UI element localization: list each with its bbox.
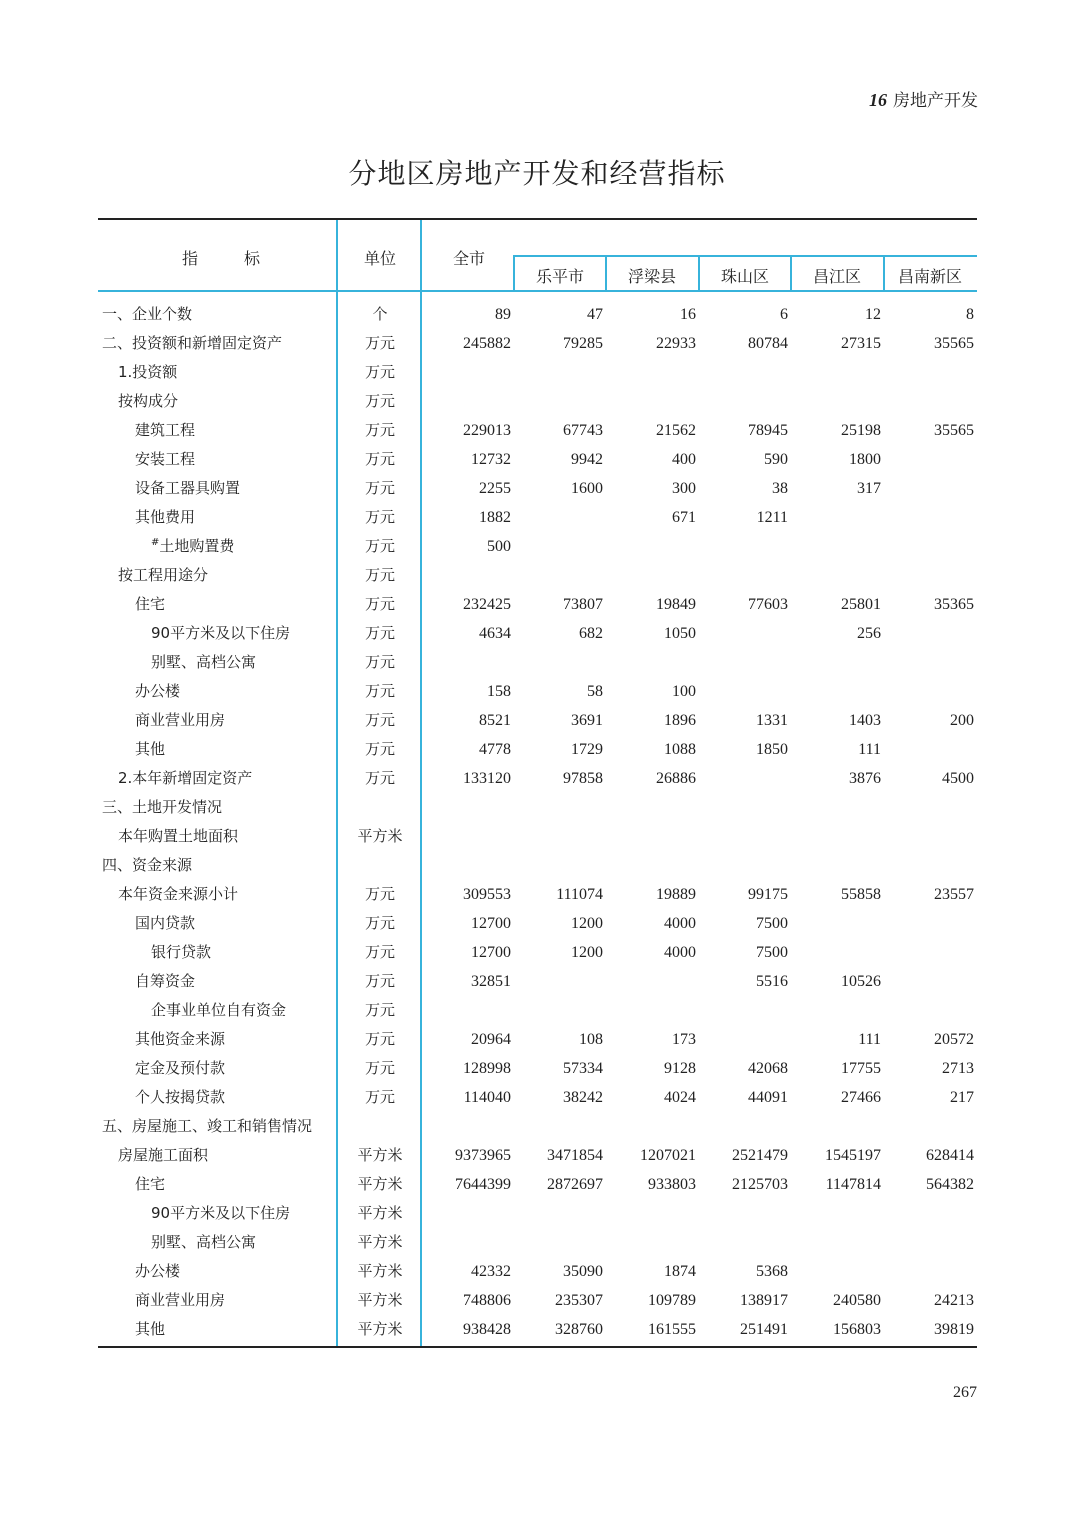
row-value: 7500: [756, 944, 788, 961]
table-row: [98, 1257, 977, 1286]
row-value: 21562: [656, 422, 696, 439]
row-label: [102, 1112, 312, 1141]
header-indicator: 指 标: [182, 249, 261, 268]
table-row: [98, 532, 977, 561]
row-label: [135, 1170, 165, 1199]
table-row: [98, 387, 977, 416]
row-value: 1896: [664, 712, 696, 729]
row-label: [135, 503, 195, 532]
row-label-text: 房屋施工面积: [118, 1146, 209, 1164]
row-value: 97858: [563, 770, 603, 787]
row-unit: 万元: [364, 1059, 395, 1077]
row-value: 5516: [756, 973, 788, 990]
row-value: 12700: [471, 944, 511, 961]
row-label: [118, 822, 238, 851]
table-row: [98, 474, 977, 503]
row-label-text: 别墅、高档公寓: [151, 1233, 257, 1251]
row-label-text: 1.投资额: [118, 363, 178, 381]
row-value: 682: [579, 625, 603, 642]
row-label-text: 住宅: [135, 595, 166, 613]
row-label-text: 商业营业用房: [135, 711, 226, 729]
row-value: 4778: [479, 741, 511, 758]
row-value: 79285: [563, 335, 603, 352]
row-value: 3471854: [547, 1147, 603, 1164]
row-unit: 平方米: [357, 1146, 403, 1164]
row-value: 7500: [756, 915, 788, 932]
row-value: 55858: [841, 886, 881, 903]
row-value: 35565: [934, 422, 974, 439]
table-row: [98, 1141, 977, 1170]
row-value: 12732: [471, 451, 511, 468]
row-label-text: 住宅: [135, 1175, 166, 1193]
table-row: [98, 967, 977, 996]
table-row: [98, 358, 977, 387]
row-value: 4634: [479, 625, 511, 642]
row-value: 1403: [849, 712, 881, 729]
table-row: [98, 706, 977, 735]
row-label: [151, 1199, 290, 1228]
row-value: 12700: [471, 915, 511, 932]
row-value: 35565: [934, 335, 974, 352]
row-value: 748806: [463, 1292, 511, 1309]
row-value: 2521479: [732, 1147, 788, 1164]
row-value: 109789: [648, 1292, 696, 1309]
row-label-text: 企事业单位自有资金: [151, 1001, 287, 1019]
row-value: 1882: [479, 509, 511, 526]
table-row: [98, 677, 977, 706]
row-unit: 万元: [364, 972, 395, 990]
row-value: 111074: [556, 886, 603, 903]
row-label: [135, 445, 195, 474]
row-label: [135, 590, 165, 619]
chapter-name: 房地产开发: [893, 91, 978, 111]
region-header-rule: [514, 255, 977, 257]
row-value: 114040: [463, 1089, 511, 1106]
row-value: 1874: [664, 1263, 696, 1280]
row-value: 35365: [934, 596, 974, 613]
row-value: 7644399: [455, 1176, 511, 1193]
row-value: 500: [487, 538, 511, 555]
row-label-text: 90平方米及以下住房: [151, 1204, 291, 1222]
row-label-text: 定金及预付款: [135, 1059, 226, 1077]
row-label-text: 三、土地开发情况: [102, 798, 223, 816]
row-value: 628414: [926, 1147, 974, 1164]
table-row: [98, 1199, 977, 1228]
row-label: [135, 706, 225, 735]
table-row: [98, 764, 977, 793]
row-label-text: 自筹资金: [135, 972, 196, 990]
row-value: 12: [865, 306, 881, 323]
table-row: [98, 1170, 977, 1199]
row-label: [135, 1054, 225, 1083]
row-unit: 平方米: [357, 1175, 403, 1193]
row-value: 317: [857, 480, 881, 497]
row-value: 173: [672, 1031, 696, 1048]
row-label: [135, 967, 195, 996]
row-value: 138917: [740, 1292, 788, 1309]
page-number: 267: [953, 1384, 977, 1401]
row-value: 245882: [463, 335, 511, 352]
row-unit: 万元: [364, 914, 395, 932]
row-value: 111: [858, 741, 881, 758]
header-region: 昌南新区: [897, 267, 962, 286]
table-bottom-rule: [98, 1346, 977, 1348]
row-value: 19889: [656, 886, 696, 903]
table-row: [98, 793, 977, 822]
table-row: [98, 1054, 977, 1083]
row-label: [135, 1025, 225, 1054]
row-value: 232425: [463, 596, 511, 613]
row-value: 25198: [841, 422, 881, 439]
row-value: 564382: [926, 1176, 974, 1193]
row-value: 4500: [942, 770, 974, 787]
row-unit: 万元: [364, 334, 395, 352]
row-value: 2872697: [547, 1176, 603, 1193]
row-label-text: 办公楼: [135, 682, 181, 700]
row-value: 20964: [471, 1031, 511, 1048]
row-label-text: 国内贷款: [135, 914, 196, 932]
row-unit: 万元: [364, 421, 395, 439]
row-value: 933803: [648, 1176, 696, 1193]
table-row: [98, 445, 977, 474]
row-value: 100: [672, 683, 696, 700]
header-region: 乐平市: [535, 267, 584, 286]
row-label-text: 别墅、高档公寓: [151, 653, 257, 671]
row-value: 89: [495, 306, 511, 323]
row-label: [118, 358, 177, 387]
row-value: 300: [672, 480, 696, 497]
table-row: [98, 938, 977, 967]
row-value: 1800: [849, 451, 881, 468]
row-value: 26886: [656, 770, 696, 787]
row-value: 1207021: [640, 1147, 696, 1164]
row-label-text: 其他费用: [135, 508, 196, 526]
row-value: 73807: [563, 596, 603, 613]
table-row: [98, 996, 977, 1025]
row-unit: 万元: [364, 1001, 395, 1019]
row-unit: 万元: [364, 1030, 395, 1048]
row-label: [135, 1315, 165, 1344]
row-label-text: 土地购置费: [159, 537, 235, 555]
row-label: [151, 619, 290, 648]
row-value: 1088: [664, 741, 696, 758]
row-value: 25801: [841, 596, 881, 613]
row-value: 229013: [463, 422, 511, 439]
row-value: 27315: [841, 335, 881, 352]
row-value: 9942: [571, 451, 603, 468]
row-label: [135, 909, 195, 938]
row-unit: 万元: [364, 943, 395, 961]
row-value: 400: [672, 451, 696, 468]
row-value: 57334: [563, 1060, 603, 1077]
row-value: 2125703: [732, 1176, 788, 1193]
row-label-text: 按构成分: [118, 392, 179, 410]
table-row: [98, 822, 977, 851]
header-region: 浮梁县: [627, 267, 676, 286]
row-unit: 万元: [364, 682, 395, 700]
row-label: [118, 880, 238, 909]
row-value: 8: [966, 306, 974, 323]
header-all-city: 全市: [453, 249, 486, 268]
row-value: 1200: [571, 944, 603, 961]
row-value: 9128: [664, 1060, 696, 1077]
row-value: 32851: [471, 973, 511, 990]
row-unit: 万元: [364, 479, 395, 497]
row-value: 1600: [571, 480, 603, 497]
row-unit: 万元: [364, 537, 395, 555]
row-unit: 平方米: [357, 1204, 403, 1222]
row-value: 67743: [563, 422, 603, 439]
row-unit: 万元: [364, 508, 395, 526]
row-label: [135, 735, 165, 764]
row-label: [102, 851, 192, 880]
row-label-text: 本年资金来源小计: [118, 885, 239, 903]
row-label-text: 其他: [135, 1320, 166, 1338]
row-value: 38242: [563, 1089, 603, 1106]
row-value: 111: [858, 1031, 881, 1048]
row-value: 200: [950, 712, 974, 729]
row-value: 1211: [756, 509, 788, 526]
row-label-text: 二、投资额和新增固定资产: [102, 334, 283, 352]
table-row: [98, 735, 977, 764]
row-value: 1147814: [825, 1176, 881, 1193]
row-unit: 万元: [364, 1088, 395, 1106]
row-label-text: 五、房屋施工、竣工和销售情况: [102, 1117, 313, 1135]
row-value: 2255: [479, 480, 511, 497]
row-label-text: 设备工器具购置: [135, 479, 241, 497]
row-label: [102, 793, 222, 822]
row-label: [135, 1286, 225, 1315]
row-unit: 万元: [364, 566, 395, 584]
row-label: [102, 329, 282, 358]
row-value: 3876: [849, 770, 881, 787]
row-label-text: 其他: [135, 740, 166, 758]
table-row: [98, 590, 977, 619]
row-value: 27466: [841, 1089, 881, 1106]
row-value: 161555: [648, 1321, 696, 1338]
row-label: [151, 648, 256, 677]
row-value: 58: [587, 683, 603, 700]
row-value: 240580: [833, 1292, 881, 1309]
row-unit: 平方米: [357, 1320, 403, 1338]
row-value: 4000: [664, 915, 696, 932]
row-label-text: 银行贷款: [151, 943, 212, 961]
table-row: [98, 300, 977, 329]
row-value: 19849: [656, 596, 696, 613]
row-value: 80784: [748, 335, 788, 352]
row-value: 590: [764, 451, 788, 468]
row-value: 4024: [664, 1089, 696, 1106]
row-label-text: 四、资金来源: [102, 856, 193, 874]
table-row: [98, 1228, 977, 1257]
table-top-rule: [98, 218, 977, 220]
row-label-text: 商业营业用房: [135, 1291, 226, 1309]
row-value: 24213: [934, 1292, 974, 1309]
chapter-number: 16: [869, 90, 887, 110]
row-label-text: 建筑工程: [135, 421, 196, 439]
row-label: [118, 764, 252, 793]
row-unit: 平方米: [357, 827, 403, 845]
row-unit: 个: [372, 305, 388, 323]
row-value: 38: [772, 480, 788, 497]
row-value: 99175: [748, 886, 788, 903]
row-label: [151, 938, 211, 967]
table-row: [98, 1315, 977, 1344]
page-title: 分地区房地产开发和经营指标: [348, 157, 726, 190]
row-label: [118, 1141, 208, 1170]
row-unit: 平方米: [357, 1233, 403, 1251]
row-label-text: 按工程用途分: [118, 566, 209, 584]
row-value: 23557: [934, 886, 974, 903]
row-value: 1545197: [825, 1147, 881, 1164]
row-label-text: 其他资金来源: [135, 1030, 226, 1048]
table-row: [98, 1286, 977, 1315]
row-value: 42068: [748, 1060, 788, 1077]
row-value: 17755: [841, 1060, 881, 1077]
row-label-text: 一、企业个数: [102, 305, 193, 323]
row-value: 10526: [841, 973, 881, 990]
header-region: 珠山区: [720, 267, 769, 286]
row-label: [102, 300, 192, 329]
row-label: [135, 677, 180, 706]
row-label: [135, 416, 195, 445]
row-label-text: 办公楼: [135, 1262, 181, 1280]
row-label: [135, 474, 240, 503]
table-row: [98, 648, 977, 677]
row-label-text: 安装工程: [135, 450, 196, 468]
row-unit: 平方米: [357, 1291, 403, 1309]
row-value: 47: [587, 306, 603, 323]
row-label-prefix: #: [151, 537, 160, 548]
row-unit: 万元: [364, 450, 395, 468]
row-value: 1729: [571, 741, 603, 758]
table-row: [98, 851, 977, 880]
row-value: 3691: [571, 712, 603, 729]
row-value: 309553: [463, 886, 511, 903]
row-unit: 万元: [364, 595, 395, 613]
table-row: [98, 1025, 977, 1054]
row-unit: 万元: [364, 885, 395, 903]
row-value: 77603: [748, 596, 788, 613]
row-label: [118, 387, 178, 416]
row-value: 42332: [471, 1263, 511, 1280]
table-row: [98, 909, 977, 938]
table-row: [98, 561, 977, 590]
row-value: 16: [680, 306, 696, 323]
row-value: 251491: [740, 1321, 788, 1338]
header-unit: 单位: [364, 249, 397, 268]
row-label: [151, 532, 234, 561]
row-unit: 万元: [364, 624, 395, 642]
table-row: [98, 416, 977, 445]
row-value: 6: [780, 306, 788, 323]
table-row: [98, 1112, 977, 1141]
header-region: 昌江区: [812, 267, 861, 286]
row-label: [118, 561, 208, 590]
row-value: 2713: [942, 1060, 974, 1077]
table-row: [98, 1083, 977, 1112]
row-value: 158: [487, 683, 511, 700]
row-value: 39819: [934, 1321, 974, 1338]
row-value: 35090: [563, 1263, 603, 1280]
row-value: 20572: [934, 1031, 974, 1048]
row-value: 217: [950, 1089, 974, 1106]
row-value: 1050: [664, 625, 696, 642]
table-row: [98, 329, 977, 358]
row-unit: 万元: [364, 653, 395, 671]
row-label-text: 个人按揭贷款: [135, 1088, 226, 1106]
row-value: 44091: [748, 1089, 788, 1106]
row-unit: 万元: [364, 363, 395, 381]
row-value: 108: [579, 1031, 603, 1048]
row-unit: 平方米: [357, 1262, 403, 1280]
row-label: [135, 1083, 225, 1112]
table-row: [98, 619, 977, 648]
row-value: 22933: [656, 335, 696, 352]
row-value: 256: [857, 625, 881, 642]
row-label: [151, 1228, 256, 1257]
row-value: 328760: [555, 1321, 603, 1338]
row-label-text: 2.本年新增固定资产: [118, 769, 253, 787]
row-unit: 万元: [364, 769, 395, 787]
row-value: 1331: [756, 712, 788, 729]
row-label-text: 本年购置土地面积: [118, 827, 239, 845]
row-value: 8521: [479, 712, 511, 729]
row-value: 133120: [463, 770, 511, 787]
table-row: [98, 503, 977, 532]
row-unit: 万元: [364, 740, 395, 758]
header-divider: [98, 290, 977, 292]
row-label-text: 90平方米及以下住房: [151, 624, 291, 642]
chapter-heading: [869, 86, 978, 111]
row-value: 1850: [756, 741, 788, 758]
row-value: 5368: [756, 1263, 788, 1280]
row-value: 156803: [833, 1321, 881, 1338]
row-unit: 万元: [364, 711, 395, 729]
row-value: 4000: [664, 944, 696, 961]
row-value: 938428: [463, 1321, 511, 1338]
row-value: 1200: [571, 915, 603, 932]
table-body: [98, 300, 977, 1344]
row-value: 9373965: [455, 1147, 511, 1164]
row-value: 78945: [748, 422, 788, 439]
row-unit: 万元: [364, 392, 395, 410]
row-value: 671: [672, 509, 696, 526]
table-row: [98, 880, 977, 909]
row-label: [151, 996, 286, 1025]
row-value: 128998: [463, 1060, 511, 1077]
row-label: [135, 1257, 180, 1286]
row-value: 235307: [555, 1292, 603, 1309]
